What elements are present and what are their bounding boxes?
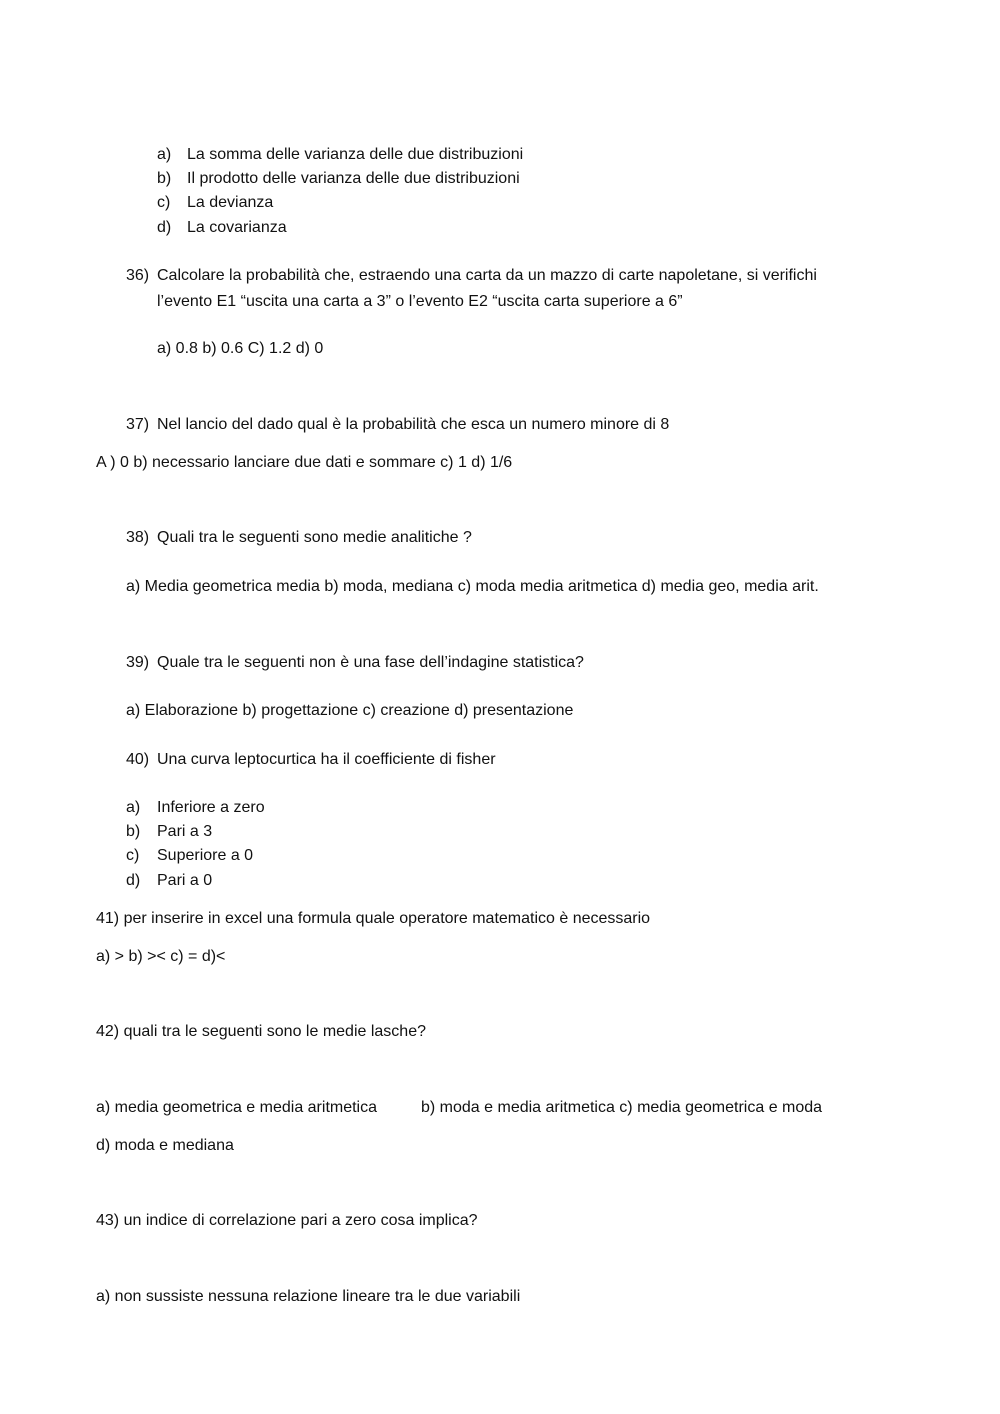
q40-number: 40) bbox=[126, 751, 150, 768]
q40-option-a-text: Inferiore a zero bbox=[157, 799, 265, 816]
q37-answers: A ) 0 b) necessario lanciare due dati e sommare c) 1 d) 1/6 bbox=[96, 454, 513, 471]
q41-question: 41) per inserire in excel una formula quale operatore matematico è necessario bbox=[96, 910, 651, 927]
q40-question: Una curva leptocurtica ha il coefficiente di fisher bbox=[157, 751, 496, 768]
q40-option-a-label: a) bbox=[126, 799, 141, 816]
q41-answers: a) > b) >< c) = d)< bbox=[96, 948, 226, 965]
q38-answers: a) Media geometrica media b) moda, mediana c) moda media aritmetica d) media geo, media arit. bbox=[126, 578, 819, 595]
q35-option-d-text: La covarianza bbox=[187, 219, 287, 236]
q39-answers: a) Elaborazione b) progettazione c) creazione d) presentazione bbox=[126, 702, 574, 719]
q36-answers: a) 0.8 b) 0.6 C) 1.2 d) 0 bbox=[157, 340, 324, 357]
q42-answers-part1: a) media geometrica e media aritmetica bbox=[96, 1099, 378, 1116]
q39-question: Quale tra le seguenti non è una fase dell’indagine statistica? bbox=[157, 654, 584, 671]
q35-option-c-label: c) bbox=[157, 194, 171, 211]
q40-option-b-text: Pari a 3 bbox=[157, 823, 213, 840]
q40-option-d-text: Pari a 0 bbox=[157, 872, 213, 889]
q37-question: Nel lancio del dado qual è la probabilità che esca un numero minore di 8 bbox=[157, 416, 670, 433]
q35-option-a-text: La somma delle varianza delle due distribuzioni bbox=[187, 146, 524, 163]
q40-option-b-label: b) bbox=[126, 823, 141, 840]
q36-question-line1: Calcolare la probabilità che, estraendo una carta da un mazzo di carte napoletane, si verifichi bbox=[157, 267, 817, 284]
q38-number: 38) bbox=[126, 529, 150, 546]
q42-question: 42) quali tra le seguenti sono le medie lasche? bbox=[96, 1023, 426, 1040]
q39-number: 39) bbox=[126, 654, 150, 671]
q35-option-c-text: La devianza bbox=[187, 194, 274, 211]
q43-question: 43) un indice di correlazione pari a zero cosa implica? bbox=[96, 1212, 478, 1229]
q36-number: 36) bbox=[126, 267, 150, 284]
q35-option-b-text: Il prodotto delle varianza delle due distribuzioni bbox=[187, 170, 520, 187]
q42-answers-part2: b) moda e media aritmetica c) media geometrica e moda bbox=[421, 1099, 823, 1116]
q40-option-c-text: Superiore a 0 bbox=[157, 847, 254, 864]
q40-option-d-label: d) bbox=[126, 872, 141, 889]
q36-question-line2: l’evento E1 “uscita una carta a 3” o l’evento E2 “uscita carta superiore a 6” bbox=[157, 293, 683, 310]
q35-option-a-label: a) bbox=[157, 146, 172, 163]
q38-question: Quali tra le seguenti sono medie analitiche ? bbox=[157, 529, 472, 546]
q37-number: 37) bbox=[126, 416, 150, 433]
q35-option-d-label: d) bbox=[157, 219, 172, 236]
q35-option-b-label: b) bbox=[157, 170, 172, 187]
q40-option-c-label: c) bbox=[126, 847, 140, 864]
q43-answers: a) non sussiste nessuna relazione lineare tra le due variabili bbox=[96, 1288, 521, 1305]
q42-answers-line2: d) moda e mediana bbox=[96, 1137, 234, 1154]
